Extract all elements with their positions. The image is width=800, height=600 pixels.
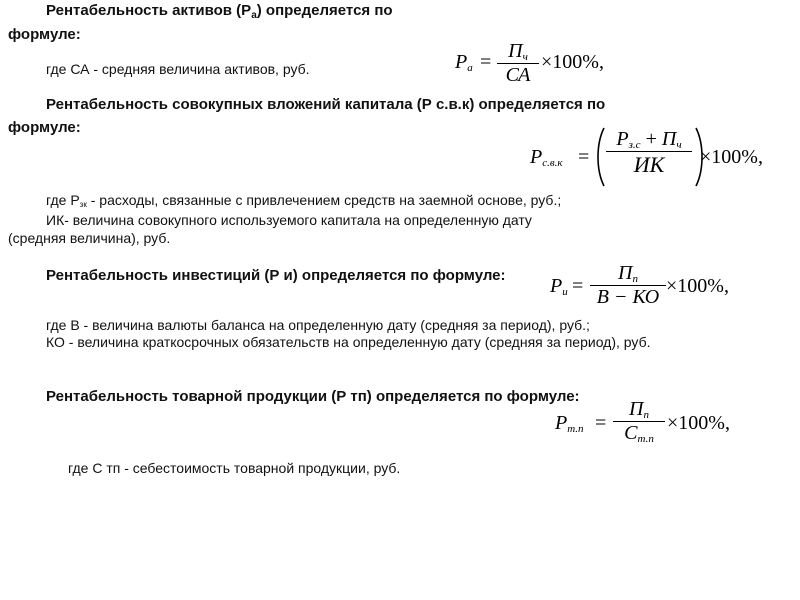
formula-denominator: СА	[505, 64, 531, 86]
formula-capital	[530, 126, 770, 188]
formula-eq: =	[480, 51, 492, 73]
formula-tail: ×100%,	[667, 412, 730, 434]
note-investments-ko: КО - величина краткосрочных обязательств на определенную дату (средняя за период), руб.	[46, 334, 651, 350]
formula-numerator: $П_п$	[629, 398, 649, 421]
note-investments-b: где В - величина валюты баланса на определенную дату (средняя за период), руб.;	[46, 317, 590, 333]
formula-tail: ×100%,	[700, 146, 763, 168]
formula-numerator: $П_п$	[618, 262, 638, 285]
heading-capital: Рентабельность совокупных вложений капитала (Р с.в.к) определяется по	[46, 96, 606, 113]
heading-assets-text-2: ) определяется по	[256, 2, 393, 19]
heading-products: Рентабельность товарной продукции (Р тп) определяется по формуле:	[46, 388, 580, 405]
formula-denominator: В − КО	[596, 286, 660, 308]
formula-tail: ×100%,	[666, 275, 729, 297]
note-assets: где СА - средняя величина активов, руб.	[46, 61, 310, 77]
formula-fraction	[606, 128, 692, 178]
heading-assets-line2: формуле:	[8, 26, 81, 43]
heading-assets-text-1: Рентабельность активов (Р	[46, 2, 252, 19]
formula-lhs: $P_и$	[550, 275, 568, 298]
formula-fraction	[497, 40, 539, 87]
formula-numerator: $П_ч$	[508, 40, 528, 63]
formula-tail: ×100%,	[541, 51, 604, 73]
formula-denominator: ИК	[633, 152, 665, 177]
formula-lhs: $P_а$	[455, 51, 473, 74]
formula-fraction	[613, 398, 665, 445]
formula-eq: =	[595, 412, 607, 434]
formula-numerator: $Р_{з.с} + П_ч$	[616, 128, 682, 151]
formula-fraction	[590, 262, 666, 309]
formula-assets	[455, 40, 615, 88]
formula-eq: =	[572, 275, 584, 297]
note-capital-costs: где Рзк - расходы, связанные с привлечением средств на заемной основе, руб.;	[46, 192, 562, 209]
heading-assets	[46, 2, 393, 24]
note-products: где С тп - себестоимость товарной продукции, руб.	[68, 460, 401, 476]
formula-lhs: $P_{т.п}$	[555, 412, 584, 435]
heading-assets-sub: а	[251, 10, 257, 21]
formula-products	[555, 398, 735, 452]
heading-investments: Рентабельность инвестиций (Р и) определяется по формуле:	[46, 267, 506, 284]
formula-investments	[550, 262, 740, 312]
formula-denominator: $С_{т.п}$	[624, 422, 654, 445]
heading-capital-line2: формуле:	[8, 119, 81, 136]
formula-eq: =	[578, 146, 590, 168]
note-capital-ik: ИК- величина совокупного используемого капитала на определенную дату	[46, 212, 532, 228]
formula-lhs: $P_{с.в.к}$	[530, 146, 563, 169]
note-capital-ik-line2: (средняя величина), руб.	[8, 230, 171, 246]
left-paren-icon	[594, 126, 606, 188]
